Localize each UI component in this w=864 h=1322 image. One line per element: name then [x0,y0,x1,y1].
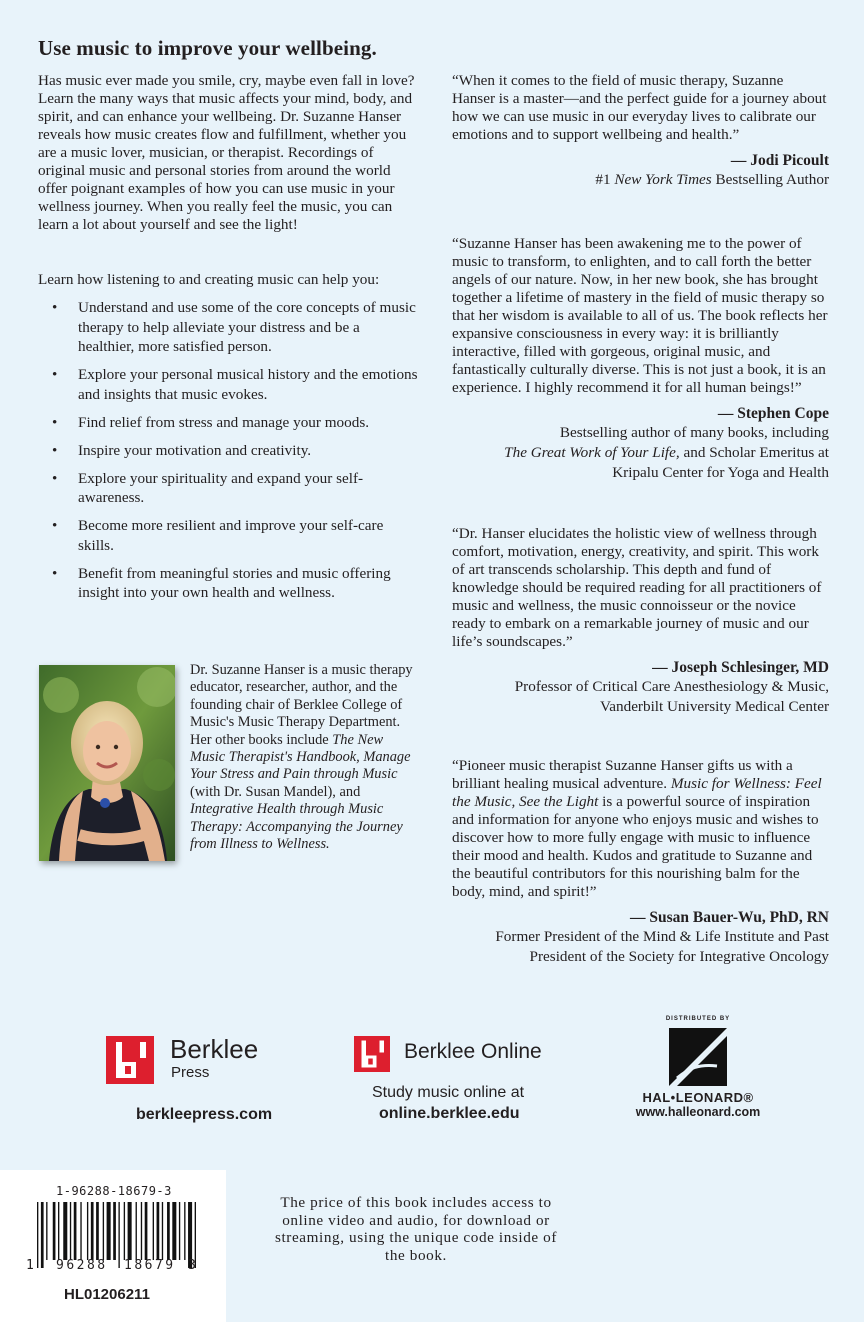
bullet-icon: • [52,366,58,383]
bullet-icon: • [52,413,58,431]
author-photo [39,665,175,861]
barcode-bar [53,1202,56,1260]
book-titles: The New Music Therapist's Handbook, Manage Your Stress and Pain through Music [190,731,411,783]
barcode-bar [113,1202,116,1260]
quote-text: “Dr. Hanser elucidates the holistic view of wellness through comfort, motivation, energy, creativity, and spirit. This work of art transcends scholarship. This depth and fund of knowledge should be required reading for all practitioners of music and wellness, the music connoisseur or the novice ready to embark on a remarkable journey of music and our life’s soundscapes.” [452,525,822,650]
barcode-bar [124,1202,125,1260]
berklee-press-sub: Press [171,1064,210,1081]
barcode-bar [41,1202,44,1268]
berklee-press-wordmark: Berklee [170,1034,259,1064]
barcode-bar [107,1202,111,1260]
barcode-digits-group2: 18679 [124,1258,176,1273]
quote-text: “Suzanne Hanser has been awakening me to the power of music to transform, to enlighten, and to call forth the better angels of our nature. Now, in her new book, she has brought together a lifetime of mastery in the field of music therapy so that her wisdom is available to all of us. The book reflects her expansive consciousness in every way: it is brilliantly interactive, filled with gorgeous, original music, and fantastically culturally diverse. This is not just a book, it is an experience. I highly recommend it for all human beings!” [452,235,828,396]
barcode-bar [37,1202,38,1268]
endorsement-bauer-wu [452,757,829,967]
barcode-bar [96,1202,99,1260]
barcode-bar [179,1202,180,1260]
distributed-by: DISTRIBUTED BY [665,1016,731,1022]
publisher-logos [0,1010,864,1130]
quote-credential: #1 New York Times Bestselling Author [595,171,829,188]
quote-text: “Pioneer music therapist Suzanne Hanser gifts us with a brilliant healing musical adventure. Music for Wellness: Feel the Music, See the Light is a powerful source of inspiration and information for anyone who enjoys music and wishes to discover how to more fully engage with music to influence their mood and health. Kudos and gratitude to Suzanne and the beautiful contributors for this nourishing balm for the body, mind, and spirit!” [452,757,822,900]
hal-leonard-wordmark: HAL•LEONARD® [642,1090,754,1105]
quote-credential: Vanderbilt University Medical Center [599,698,829,715]
barcode-bar [145,1202,148,1260]
bullet-icon: • [52,469,58,487]
quote-author: — Susan Bauer-Wu, PhD, RN [630,909,829,926]
online-berklee-link[interactable]: online.berklee.edu [379,1105,520,1122]
barcode-bar [80,1202,81,1260]
barcode-bar [46,1202,47,1260]
book-title: Integrative Health through Music Therapy: Accompanying the Journey from Illness to Wellness. [190,801,403,853]
endorsement-schlesinger [452,525,829,717]
quote-credential: Bestselling author of many books, including [559,424,829,441]
hal-leonard-logo [628,1016,768,1119]
barcode-digit-right: 3 [188,1258,196,1273]
barcode-bar [128,1202,132,1260]
bullet-icon: • [52,517,58,534]
headline: Use music to improve your wellbeing. [38,36,377,60]
barcode-bar [184,1202,185,1260]
barcode-bar [172,1202,176,1260]
barcode-bar [58,1202,59,1260]
list-item: • Benefit from meaningful stories and music offering insight into your own health and wellness. [52,564,391,601]
barcode-bar [141,1202,142,1260]
berklee-mark-icon [106,1036,154,1084]
barcode-bar [157,1202,160,1260]
barcode-bar [118,1202,119,1268]
quote-text: “When it comes to the field of music therapy, Suzanne Hanser is a master—and the perfect guide for a journey about how we can use music in our everyday lives to calibrate our emotions and to support wellbeing and health.” [452,72,827,143]
list-item: • Find relief from stress and manage your moods. [52,413,370,431]
list-item: • Explore your personal musical history and the emotions and insights that music evokes. [52,366,418,403]
endorsement-picoult [452,72,829,190]
quote-author: — Jodi Picoult [730,152,829,169]
berklee-online-wordmark: Berklee Online [404,1040,542,1063]
quote-author: — Stephen Cope [717,405,829,422]
berkleepress-link[interactable]: berkleepress.com [136,1106,273,1123]
endorsement-cope [452,235,829,483]
halleonard-link[interactable]: www.halleonard.com [635,1105,761,1119]
isbn-label: 1-96288-18679-3 [56,1184,172,1198]
barcode-bar [91,1202,94,1260]
quote-credential: Professor of Critical Care Anesthesiology & Music, [514,678,829,695]
barcode-bar [103,1202,104,1260]
barcode-bar [153,1202,154,1260]
bullet-icon: • [52,564,58,582]
quote-credential: Kripalu Center for Yoga and Health [612,464,829,481]
barcode-bar [162,1202,163,1260]
online-tagline: Study music online at [372,1084,525,1101]
barcode-bar [136,1202,137,1260]
barcode-bar [63,1202,67,1260]
berklee-mark-icon [354,1036,390,1072]
author-bio: Dr. Suzanne Hanser is a music therapy educator, researcher, author, and the founding chair of Berklee College of Music's Music Therapy Department. Her other books include The New Music Therapist's Handbook, Manage Your Stress and Pain through Music (with Dr. Susan Mandel), and Integrative Health through Music Therapy: Accompanying the Journey from Illness to Wellness. [190,662,413,853]
list-item: • Become more resilient and improve your self-care skills. [52,517,384,554]
barcode-panel [0,1170,226,1322]
quote-author: — Joseph Schlesinger, MD [652,659,829,676]
hal-leonard-mark-icon [669,1028,727,1086]
barcode-digit-left: 1 [26,1258,34,1273]
list-item: • Inspire your motivation and creativity. [52,441,312,459]
barcode-bar [87,1202,88,1260]
bullet-icon: • [52,441,58,459]
quote-credential: Former President of the Mind & Life Institute and Past [495,928,829,945]
product-code: HL01206211 [64,1286,150,1303]
barcode-bar [70,1202,71,1260]
list-item: • Understand and use some of the core concepts of music therapy to help alleviate your distress and be a healthier, more satisfied person. [52,299,416,355]
benefit-list [38,298,418,611]
quote-credential: The Great Work of Your Life, and Scholar Emeritus at [504,444,829,461]
price-note: The price of this book includes access to online video and audio, for download or streaming, using the unique code inside of the book. [274,1194,558,1264]
bullet-icon: • [52,299,58,316]
intro-paragraph: Has music ever made you smile, cry, maybe even fall in love? Learn the many ways that music affects your mind, body, and spirit, and can enhance your wellbeing. Dr. Suzanne Hanser reveals how music creates flow and fulfillment, whether you are a music lover, musician, or therapist. Recordings of original music and personal stories from around the world offer poignant examples of how you can use music in your wellness journey. When you really feel the music, you can learn a lot about yourself and see the light! [38,72,415,233]
barcode-digits-group1: 96288 [56,1258,108,1273]
barcode-bar [167,1202,170,1260]
learn-lead: Learn how listening to and creating music can help you: [38,271,380,288]
list-item: • Explore your spirituality and expand your self-awareness. [52,469,364,506]
barcode-bar [74,1202,77,1260]
quote-credential: President of the Society for Integrative Oncology [529,948,829,965]
